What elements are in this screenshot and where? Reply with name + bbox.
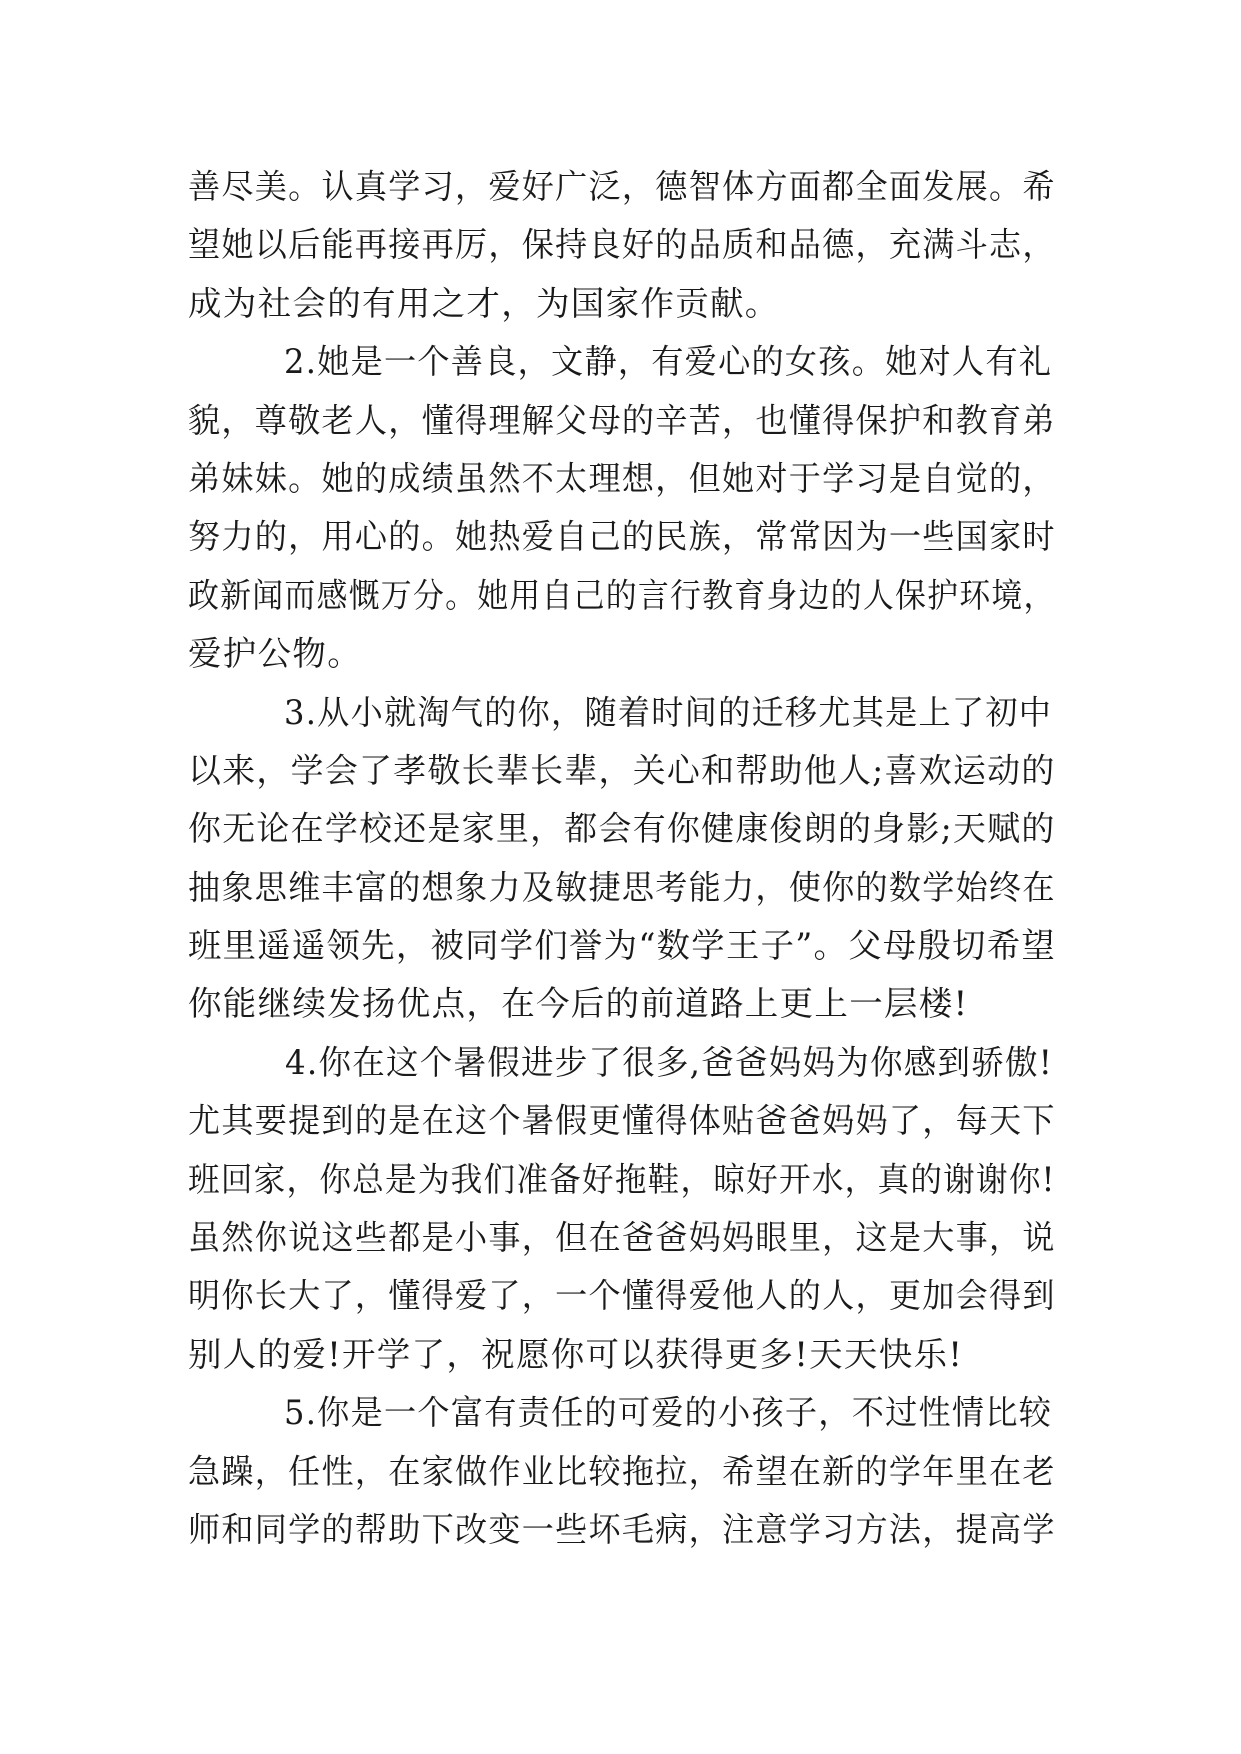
text-line: 班里遥遥领先，被同学们誉为“数学王子”。父母殷切希望 — [188, 926, 1057, 966]
text-line: 努力的，用心的。她热爱自己的民族，常常因为一些国家时 — [188, 517, 1056, 557]
text-line: 成为社会的有用之才，为国家作贡献。 — [188, 283, 780, 323]
text-line: 虽然你说这些都是小事，但在爸爸妈妈眼里，这是大事，说 — [188, 1218, 1056, 1258]
text-line: 你能继续发扬优点，在今后的前道路上更上一层楼! — [188, 984, 969, 1024]
paragraph-3-start: 3.从小就淘气的你，随着时间的迁移尤其是上了初中 — [284, 692, 1053, 732]
text-line: 尤其要提到的是在这个暑假更懂得体贴爸爸妈妈了，每天下 — [188, 1101, 1056, 1141]
text-line: 以来，学会了孝敬长辈长辈，关心和帮助他人;喜欢运动的 — [188, 750, 1056, 790]
text-line: 政新闻而感慨万分。她用自己的言行教育身边的人保护环境， — [188, 575, 1056, 615]
text-line: 抽象思维丰富的想象力及敏捷思考能力，使你的数学始终在 — [188, 867, 1056, 907]
text-line: 貌，尊敬老人，懂得理解父母的辛苦，也懂得保护和教育弟 — [188, 400, 1056, 440]
text-line: 别人的爱!开学了，祝愿你可以获得更多!天天快乐! — [188, 1334, 964, 1374]
paragraph-4-start: 4.你在这个暑假进步了很多,爸爸妈妈为你感到骄傲! — [284, 1042, 1054, 1082]
text-line: 爱护公物。 — [188, 634, 362, 674]
text-line: 望她以后能再接再厉，保持良好的品质和品德，充满斗志， — [188, 225, 1056, 265]
document-body — [188, 158, 1056, 1559]
text-line: 你无论在学校还是家里，都会有你健康俊朗的身影;天赋的 — [188, 809, 1056, 849]
text-line: 班回家，你总是为我们准备好拖鞋，晾好开水，真的谢谢你! — [188, 1159, 1056, 1199]
paragraph-2-start: 2.她是一个善良，文静，有爱心的女孩。她对人有礼 — [284, 342, 1053, 382]
text-line: 师和同学的帮助下改变一些坏毛病，注意学习方法，提高学 — [188, 1509, 1056, 1549]
text-line: 急躁，任性，在家做作业比较拖拉，希望在新的学年里在老 — [188, 1451, 1056, 1491]
text-line: 弟妹妹。她的成绩虽然不太理想，但她对于学习是自觉的， — [188, 458, 1056, 498]
text-line: 明你长大了，懂得爱了，一个懂得爱他人的人，更加会得到 — [188, 1276, 1056, 1316]
paragraph-5-start: 5.你是一个富有责任的可爱的小孩子，不过性情比较 — [284, 1393, 1053, 1433]
text-line: 善尽美。认真学习，爱好广泛，德智体方面都全面发展。希 — [188, 167, 1056, 206]
